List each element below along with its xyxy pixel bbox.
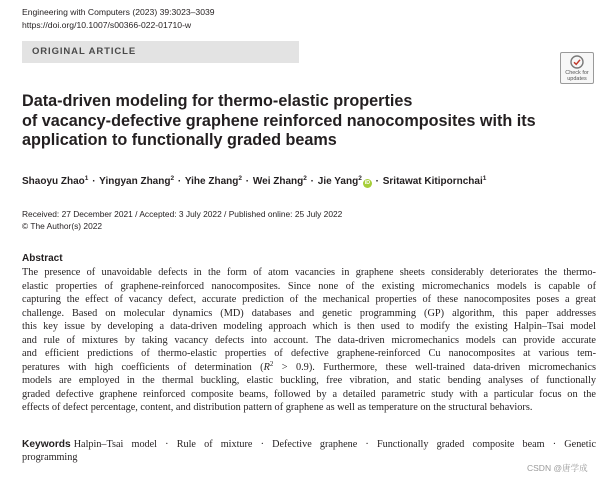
abstract-text: peratures with high coefficients of determination ( [22,361,264,373]
author-separator: · [375,176,379,187]
keywords-line: programming [22,452,78,463]
check-updates-icon [570,55,584,69]
orcid-icon[interactable]: iD [364,180,371,186]
author-name[interactable]: Yingyan Zhang [99,176,171,187]
keywords-label: Keywords [22,439,71,450]
abstract-line: and rule of mixtures by taking vacancy defects into account. The data-driven micromechanics models can provide accurate [22,334,596,346]
journal-header [22,6,215,32]
watermark: CSDN @唐学成 [527,463,588,473]
author-separator: · [177,176,182,187]
abstract-line: models are employed in the thermal buckling, elastic buckling, free vibration, and static bending analyses of functionally [22,375,596,386]
r-squared-superscript: 2 [269,359,274,368]
title-line: of vacancy-defective graphene reinforced nanocomposites with its [22,111,536,130]
check-for-updates-button[interactable] [560,52,594,84]
affiliation-marker: 2 [358,175,362,182]
article-title [22,92,562,151]
author-name[interactable]: Sritawat Kitipornchai [382,176,483,187]
abstract-body [22,266,596,415]
affiliation-marker: 2 [238,175,242,182]
abstract-line: The presence of unavoidable defects in the form of atom vacancies in graphene sheets considerably deteriorates the thermo- [22,267,596,278]
affiliation-marker: 1 [482,175,487,182]
abstract-line: graded defective graphene reinforced composite beams, followed by a detailed parametric study with a particular focus on the [22,388,596,400]
author-separator: · [310,176,315,187]
abstract-line: effects of defect percentage, content, and distribution pattern of graphene as well as temperature on the structural behaviors. [22,402,533,413]
abstract-text: > 0.9). Furthermore, these well-trained data-driven micromechanics [273,361,596,373]
journal-citation: Engineering with Computers (2023) 39:3023–3039 [22,7,215,17]
article-type-bar [22,41,299,63]
abstract-line: capturing the effect of vacancy defect, accurate prediction of the mechanical properties of these nanocomposites poses a great [22,294,596,305]
author-name[interactable]: Wei Zhang [252,176,304,187]
affiliation-marker: 1 [84,175,89,182]
r-symbol: R [263,361,270,373]
article-type-label: ORIGINAL ARTICLE [32,46,137,57]
check-updates-text: Check for [565,70,589,76]
abstract-line: elastic properties of graphene-reinforced nanocomposites. Since none of the existing micromechanics models is capable of [22,280,596,292]
check-updates-text: updates [567,76,587,82]
doi-link[interactable]: https://doi.org/10.1007/s00366-022-01710-w [22,20,192,30]
abstract-line [22,361,596,375]
affiliation-marker: 2 [303,175,307,182]
title-line: application to functionally graded beams [22,131,337,149]
copyright-line: © The Author(s) 2022 [22,220,103,231]
author-separator: · [245,176,250,187]
keywords-text: Halpin–Tsai model · Rule of mixture · Defective graphene · Functionally graded composite beam · Genetic [73,439,596,450]
dates-line: Received: 27 December 2021 / Accepted: 3 July 2022 / Published online: 25 July 2022 [22,209,343,219]
abstract-line: challenge. Based on molecular dynamics (MD) databases and genetic programming (GP) algorithm, this paper addresses [22,307,596,319]
author-name[interactable]: Yihe Zhang [184,176,239,187]
title-line: Data-driven modeling for thermo-elastic properties [22,92,413,110]
abstract-line: this key issue by developing a data-driven modeling approach which is then used to modify the existing Halpin–Tsai model [22,321,596,332]
author-list [22,175,486,188]
keywords-section [22,438,596,464]
author-name[interactable]: Shaoyu Zhao [22,176,85,187]
abstract-line: and efficient predictions of thermo-elastic properties of defective graphene-reinforced Cu nanocomposites at various tem- [22,348,596,359]
abstract-heading: Abstract [22,253,63,264]
keywords-line [22,438,596,451]
author-separator: · [92,176,96,187]
affiliation-marker: 2 [170,175,175,182]
author-name[interactable]: Jie Yang [317,176,359,187]
publication-dates [22,209,342,232]
